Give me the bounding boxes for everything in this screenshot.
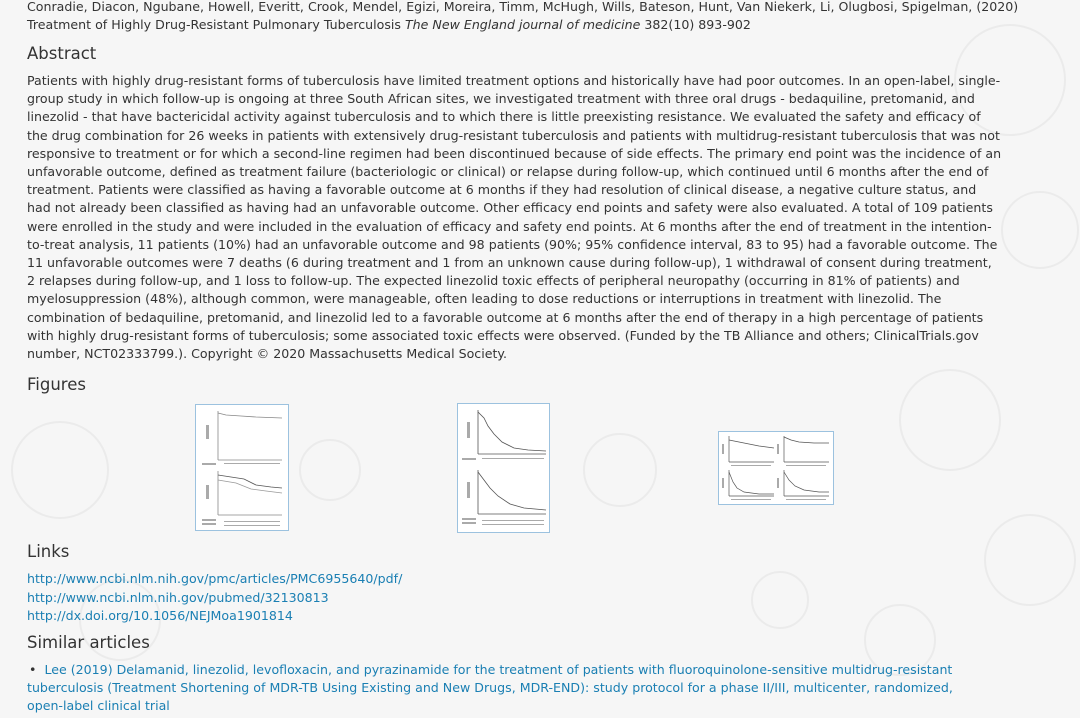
figure-2-thumbnail[interactable]: [457, 403, 550, 533]
article-detail: [27, 0, 1027, 714]
figure-3-thumbnail[interactable]: [718, 431, 834, 505]
link-doi[interactable]: http://dx.doi.org/10.1056/NEJMoa1901814: [27, 608, 293, 623]
journal-name: The New England journal of medicine: [404, 17, 641, 32]
similar-article-link[interactable]: Lee (2019) Delamanid, linezolid, levofloxacin, and pyrazinamide for the treatment of patients with fluoroquinolone-sensitive multidrug-resistant tuberculosis (Treatment Shortening of MDR-TB Using Existing and New Drugs, MDR-END): study protocol for a phase II/III, multicenter, randomized, open-label clinical trial: [27, 662, 953, 714]
figure-2-plot-icon: [458, 404, 549, 532]
citation-authors: Conradie, Diacon, Ngubane, Howell, Everitt, Crook, Mendel, Egizi, Moreira, Timm, McHugh, Wills, Bateson, Hunt, Van Niekerk, Li, Olugbosi, Spigelman, (2020): [27, 0, 1019, 14]
list-item: [27, 661, 992, 716]
link-pmc-pdf[interactable]: http://www.ncbi.nlm.nih.gov/pmc/articles/PMC6955640/pdf/: [27, 571, 403, 586]
abstract-text: Patients with highly drug-resistant forms of tuberculosis have limited treatment options and historically have had poor outcomes. In an open-label, single-group study in which follow-up is ongoing at three South African sites, we investigated treatment with three oral drugs - bedaquiline, pretomanid, and linezolid - that have bactericidal activity against tuberculosis and to which there is little preexisting resistance. We evaluated the safety and efficacy of the drug combination for 26 weeks in patients with extensively drug-resistant tuberculosis and patients with multidrug-resistant tuberculosis that was not responsive to treatment or for which a second-line regimen had been discontinued because of side effects. The primary end point was the incidence of an unfavorable outcome, defined as treatment failure (bacteriologic or clinical) or relapse during follow-up, which continued until 6 months after the end of treatment. Patients were classified as having a favorable outcome at 6 months if they had resolution of clinical disease, a negative culture status, and had not already been classified as having had an unfavorable outcome. Other efficacy end points and safety were also evaluated. A total of 109 patients were enrolled in the study and were included in the evaluation of efficacy and safety end points. At 6 months after the end of treatment in the intention-to-treat analysis, 11 patients (10%) had an unfavorable outcome and 98 patients (90%; 95% confidence interval, 83 to 95) had a favorable outcome. The 11 unfavorable outcomes were 7 deaths (6 during treatment and 1 from an unknown cause during follow-up), 1 withdrawal of consent during treatment, 2 relapses during follow-up, and 1 loss to follow-up. The expected linezolid toxic effects of peripheral neuropathy (occurring in 81% of patients) and myelosuppression (48%), although common, were manageable, often leading to dose reductions or interruptions in treatment with linezolid. The combination of bedaquiline, pretomanid, and linezolid led to a favorable outcome at 6 months after the end of therapy in a high percentage of patients with highly drug-resistant forms of tuberculosis; some associated toxic effects were observed. (Funded by the TB Alliance and others; ClinicalTrials.gov number, NCT02333799.). Copyright © 2020 Massachusetts Medical Society.: [27, 73, 1002, 362]
link-pubmed[interactable]: http://www.ncbi.nlm.nih.gov/pubmed/32130813: [27, 589, 329, 605]
abstract-heading: Abstract: [27, 44, 97, 63]
bullet-icon: •: [29, 662, 37, 677]
citation-line: [27, 16, 1027, 34]
similar-articles-heading: Similar articles: [27, 633, 150, 652]
journal-volume: 382(10) 893-902: [644, 17, 751, 32]
article-title: Treatment of Highly Drug-Resistant Pulmonary Tuberculosis: [27, 17, 401, 32]
figures-heading: Figures: [27, 375, 86, 394]
citation: [27, 0, 1027, 34]
similar-articles-list: [27, 661, 992, 716]
figure-3-plot-icon: [719, 432, 833, 504]
figure-1-thumbnail[interactable]: [195, 404, 289, 531]
figure-1-plot-icon: [196, 405, 288, 530]
links-list: [27, 570, 402, 626]
abstract-body: [27, 72, 1002, 363]
links-heading: Links: [27, 542, 70, 561]
